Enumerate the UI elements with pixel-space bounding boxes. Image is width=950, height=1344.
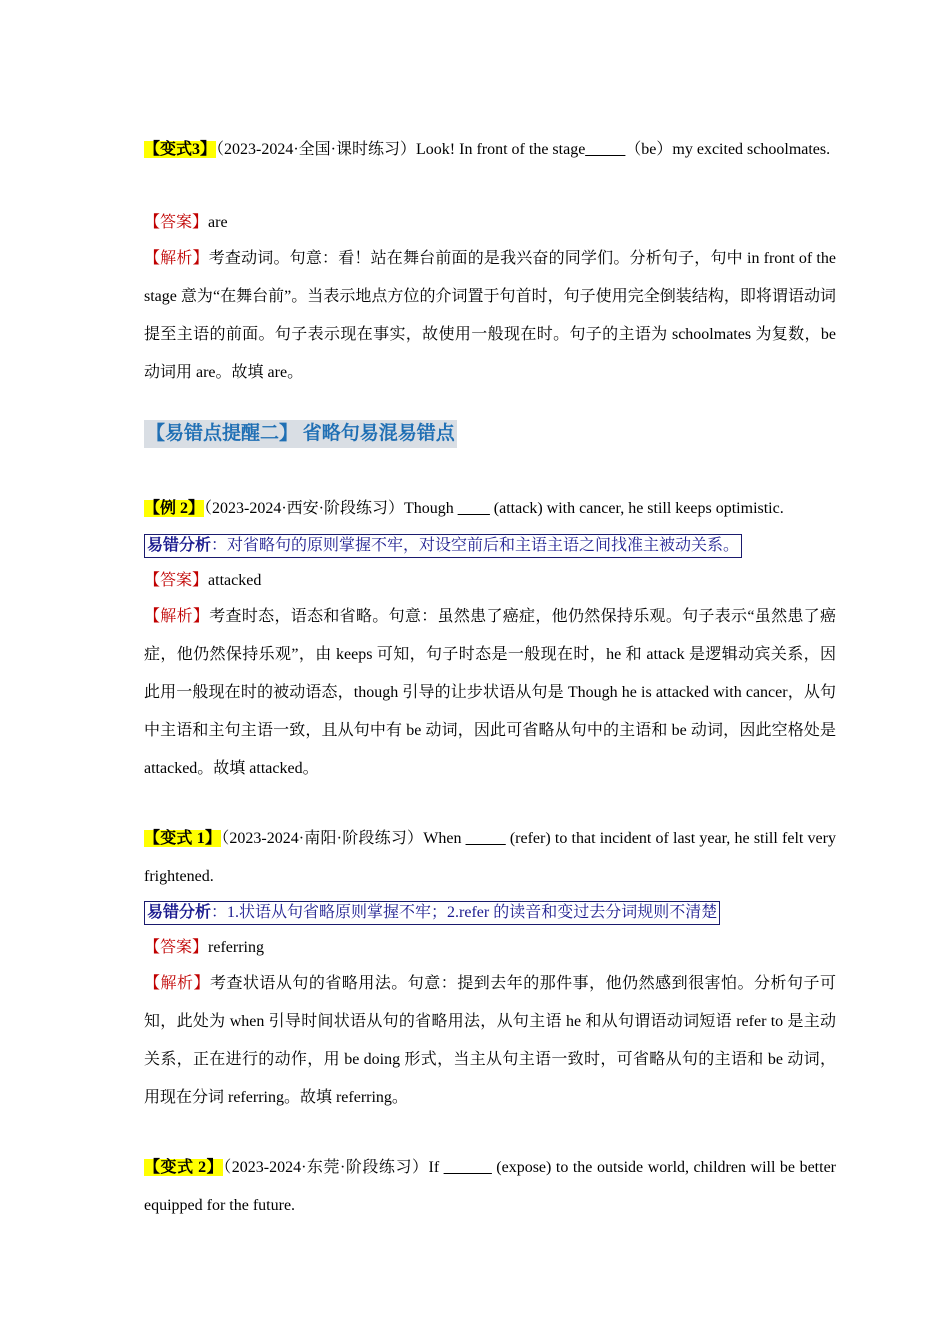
ex3-answer bbox=[144, 204, 836, 242]
var2-text-after: (expose) to the outside world, children will be better equipped for the future. bbox=[144, 1159, 836, 1214]
example2-analysis-label: 【解析】 bbox=[144, 608, 210, 625]
var1-tag: 【变式 1】 bbox=[144, 830, 222, 847]
example2-text-before: Though bbox=[404, 500, 458, 517]
var1-error-label: 易错分析 bbox=[147, 904, 212, 921]
example2-text-after: (attack) with cancer, he still keeps optimistic. bbox=[489, 500, 784, 517]
example2-analysis bbox=[144, 598, 836, 788]
ex3-answer-label: 【答案】 bbox=[144, 214, 209, 231]
var2-question bbox=[144, 1149, 836, 1225]
ex3-text-before: Look! In front of the stage bbox=[416, 141, 586, 158]
ex3-answer-value: are bbox=[208, 214, 228, 231]
var2-source: （2023-2024·东莞·阶段练习） bbox=[223, 1159, 429, 1176]
var2-blank: ______ bbox=[443, 1159, 492, 1176]
var1-blank: _____ bbox=[465, 830, 506, 847]
var2-tag: 【变式 2】 bbox=[144, 1159, 224, 1176]
ex3-tag: 【变式3】 bbox=[144, 141, 217, 158]
ex3-question bbox=[144, 131, 836, 169]
var1-source: （2023-2024·南阳·阶段练习） bbox=[221, 830, 424, 847]
var1-text-before: When bbox=[423, 830, 466, 847]
var1-answer-value: referring bbox=[208, 939, 264, 956]
var1-error-text: ：1.状语从句省略原则掌握不牢；2.refer 的读音和变过去分词规则不清楚 bbox=[211, 904, 718, 921]
var1-analysis-text: 考查状语从句的省略用法。句意：提到去年的那件事，他仍然感到很害怕。分析句子可知，此处为 when 引导时间状语从句的省略用法，从句主语 he 和从句谓语动词短语 refer to 是主动关系，正在进行的动作，用 be doing 形式，当主从句主语一致时，可省略从句的主语和 be 动词，用现在分词 referring。故填 referring。 bbox=[144, 975, 836, 1106]
var1-error-box bbox=[144, 901, 720, 925]
var1-answer bbox=[144, 929, 836, 967]
example2-answer bbox=[144, 562, 836, 600]
var1-analysis bbox=[144, 965, 836, 1117]
ex3-analysis-label: 【解析】 bbox=[144, 250, 209, 267]
example2-analysis-text: 考查时态，语态和省略。句意：虽然患了癌症，他仍然保持乐观。句子表示“虽然患了癌症，他仍然保持乐观”，由 keeps 可知，句子时态是一般现在时，he 和 attack 是逻辑动宾关系，因此用一般现在时的被动语态，though 引导的让步状语从句是 Though he is attacked with cancer，从句中主语和主句主语一致，且从句中有 be 动词，因此可省略从句中的主语和 be 动词，因此空格处是 attacked。故填 attacked。 bbox=[144, 608, 836, 777]
ex3-text-after: （be）my excited schoolmates. bbox=[625, 141, 831, 158]
example2-blank: ____ bbox=[457, 500, 490, 517]
ex3-blank: _____ bbox=[585, 141, 626, 158]
example2-question bbox=[144, 490, 836, 528]
var1-text-after: (refer) to that incident of last year, he still felt very frightened. bbox=[144, 830, 836, 885]
var1-answer-label: 【答案】 bbox=[144, 939, 209, 956]
ex3-source: （2023-2024·全国·课时练习） bbox=[216, 141, 417, 158]
example2-source: （2023-2024·西安·阶段练习） bbox=[204, 500, 405, 517]
var1-analysis-label: 【解析】 bbox=[144, 975, 210, 992]
var2-text-before: If bbox=[428, 1159, 444, 1176]
example2-answer-label: 【答案】 bbox=[144, 572, 209, 589]
var1-question bbox=[144, 820, 836, 896]
example2-error-text: ：对省略句的原则掌握不牢，对设空前后和主语主语之间找准主被动关系。 bbox=[211, 537, 740, 554]
example2-answer-value: attacked bbox=[208, 572, 262, 589]
example2-error-box bbox=[144, 534, 742, 558]
ex3-analysis bbox=[144, 240, 836, 392]
example2-error-label: 易错分析 bbox=[147, 537, 212, 554]
ex3-analysis-text: 考查动词。句意：看！站在舞台前面的是我兴奋的同学们。分析句子，句中 in front of the stage 意为“在舞台前”。当表示地点方位的介词置于句首时，句子使用完全倒装结构，即将谓语动词提至主语的前面。句子表示现在事实，故使用一般现在时。句子的主语为 schoolmates 为复数，be 动词用 are。故填 are。 bbox=[144, 250, 836, 381]
section-heading: 【易错点提醒二】 省略句易混易错点 bbox=[144, 420, 457, 448]
example2-tag: 【例 2】 bbox=[144, 500, 205, 517]
